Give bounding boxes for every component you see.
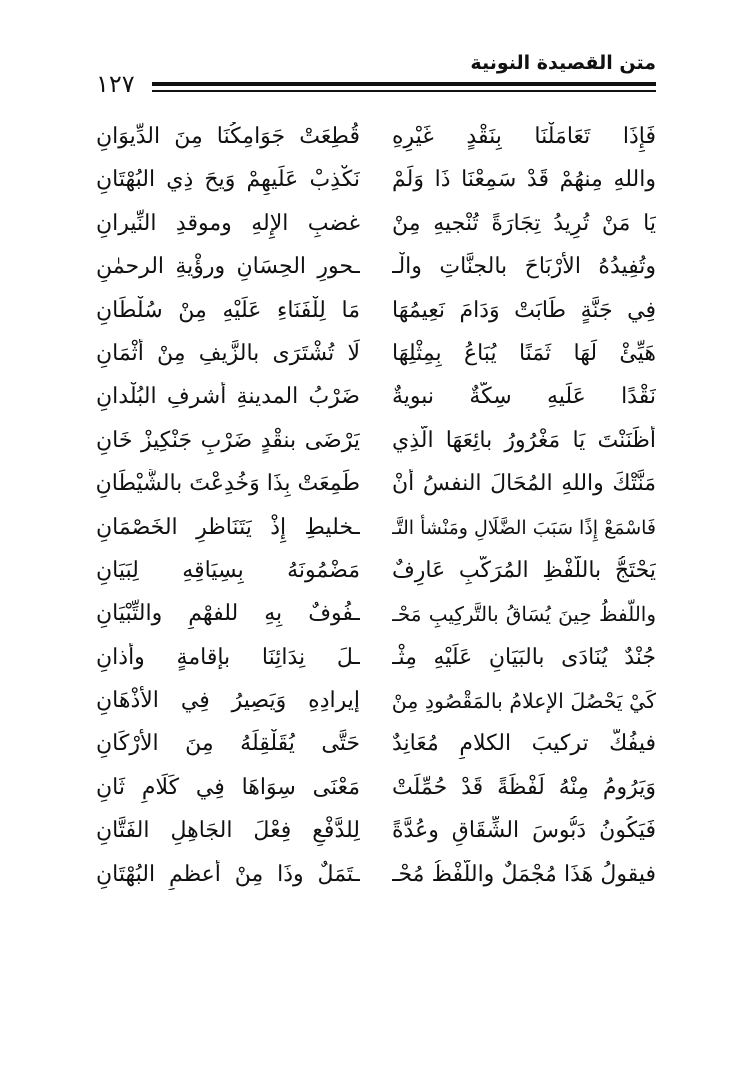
second-hemistich: ـتَمَلٌ وذَا مِنْ أعظمِ البُهْتَانِ [96, 861, 360, 887]
second-hemistich: ـحورِ الحِسَانِ ورؤْيةِ الرحمٰنِ [96, 254, 360, 280]
second-hemistich: مَعْنَى سِوَاهَا فِي كَلَامٍ ثَانِ [96, 774, 360, 800]
first-hemistich: أَظَنَنْتَ يَا مَغْرُورُ بائِعَهَا الَّذِي [392, 427, 656, 453]
verse-line [96, 676, 656, 719]
page-header [96, 52, 656, 100]
first-hemistich: فِي جَنَّةٍ طَابَتْ وَدَامَ نَعِيمُهَا [392, 297, 656, 323]
verse-line [96, 806, 656, 849]
first-hemistich: مَنَّتْكَ واللهِ المُحَالَ النفسُ أنْ [392, 471, 656, 497]
verse-line [96, 155, 656, 198]
first-hemistich: وتُفِيدُهُ الأَرْبَاحَ بالجنَّاتِ والْـ [392, 254, 656, 280]
second-hemistich: يَرْضَى بنقْدٍ ضَرْبِ جَنْكِيزْ خَانِ [96, 427, 360, 453]
header-rule-thin [152, 90, 656, 92]
second-hemistich: طَمِعَتْ بِذَا وَخُدِعْتَ بالشَّيْطَانِ [96, 471, 360, 497]
verse-line [96, 546, 656, 589]
second-hemistich: ضَرْبُ المدينةِ أشرفِ البُلْدانِ [96, 384, 360, 410]
verse-line [96, 719, 656, 762]
first-hemistich: فَيَكُونُ دَبُّوسَ الشِّقَاقِ وعُدَّةً [392, 818, 656, 844]
page-number: ١٢٧ [96, 70, 135, 98]
verse-line [96, 199, 656, 242]
first-hemistich: واللَّفظُ حِينَ يُسَاقُ بالتَّركِيبِ مَحْـ [392, 602, 656, 627]
verse-line [96, 242, 656, 285]
second-hemistich: لِلدَّفْعِ فِعْلَ الجَاهِلِ الفَتَّانِ [96, 818, 360, 844]
verse-line [96, 286, 656, 329]
first-hemistich: فيفُكُّ تركيبَ الكلامِ مُعَانِدٌ [392, 731, 656, 757]
first-hemistich: فَاسْمَعْ إِذًا سَبَبَ الضَّلَالِ ومَنْشأَ التَّـ [392, 516, 656, 539]
verse-line [96, 372, 656, 415]
verse-line [96, 589, 656, 632]
second-hemistich: ـلَ نِدَائِنَا بإقامةٍ وأذانِ [96, 644, 360, 670]
verse-line [96, 850, 656, 893]
second-hemistich: إيرادِهِ وَيَصِيرُ فِي الأَذْهَانِ [96, 688, 360, 714]
verse-line [96, 459, 656, 502]
second-hemistich: نَكْذِبْ عَلَيهِمْ وَيحَ ذِي البُهْتَانِ [96, 167, 360, 193]
second-hemistich: مَضْمُونَهُ بِسِيَاقِهِ لِبَيَانِ [96, 557, 360, 583]
first-hemistich: كَيْ يَحْصُلَ الإعلامُ بالمَقْصُودِ مِنْ [392, 689, 656, 714]
second-hemistich: ـفُوفٌ بِهِ للفهْمِ والتِّبْيَانِ [96, 601, 360, 627]
first-hemistich: يَا مَنْ تُرِيدُ تِجَارَةً تُنْجيهِ مِنْ [392, 210, 656, 236]
header-rule-thick [152, 82, 656, 86]
running-title: متن القصيدة النونية [470, 52, 656, 74]
first-hemistich: فَإِذَا تَعَامَلْنَا بِنَقْدٍ غَيْرِهِ [392, 124, 656, 149]
second-hemistich: قُطِعَتْ جَوَامِكُنَا مِنَ الدِّيوَانِ [96, 124, 360, 149]
second-hemistich: مَا لِلْفَنَاءِ عَلَيْهِ مِنْ سُلْطَانِ [96, 297, 360, 323]
verse-line [96, 329, 656, 372]
second-hemistich: حَتَّى يُقَلْقِلَهُ مِنَ الأَرْكَانِ [96, 731, 360, 757]
verse-line [96, 633, 656, 676]
first-hemistich: جُنْدٌ يُنَادَى بالبَيَانِ عَلَيْهِ مِثْـ [392, 644, 656, 670]
first-hemistich: فيقولُ هَذَا مُجْمَلٌ واللَّفْظُ مُحْـ [392, 861, 656, 887]
first-hemistich: واللهِ مِنهُمْ قَدْ سَمِعْنَا ذَا وَلَمْ [392, 167, 656, 193]
verse-line [96, 416, 656, 459]
second-hemistich: ـخليطِ إِذْ يَتَنَاظرِ الخَصْمَانِ [96, 514, 360, 540]
first-hemistich: هَيِّئْ لَهَا ثَمَنًا يُبَاعُ بِمِثْلِهَا [392, 340, 656, 366]
first-hemistich: نَقْدًا عَلَيهِ سِكَّةٌ نبويةٌ [392, 384, 656, 410]
verse-line [96, 503, 656, 546]
first-hemistich: وَيَرُومُ مِنْهُ لَفْظَةً قَدْ حُمِّلَتْ [392, 774, 656, 800]
first-hemistich: يَحْتَجُّ باللَّفْظِ المُرَكَّبِ عَارِفٌ [392, 557, 656, 583]
verse-line [96, 112, 656, 155]
poem-body [96, 112, 656, 893]
verse-line [96, 763, 656, 806]
second-hemistich: غضبِ الإِلهِ وموقدِ النِّيرانِ [96, 210, 360, 236]
second-hemistich: لَا تُشْتَرَى بالزَّيفِ مِنْ أَثْمَانِ [96, 340, 360, 366]
